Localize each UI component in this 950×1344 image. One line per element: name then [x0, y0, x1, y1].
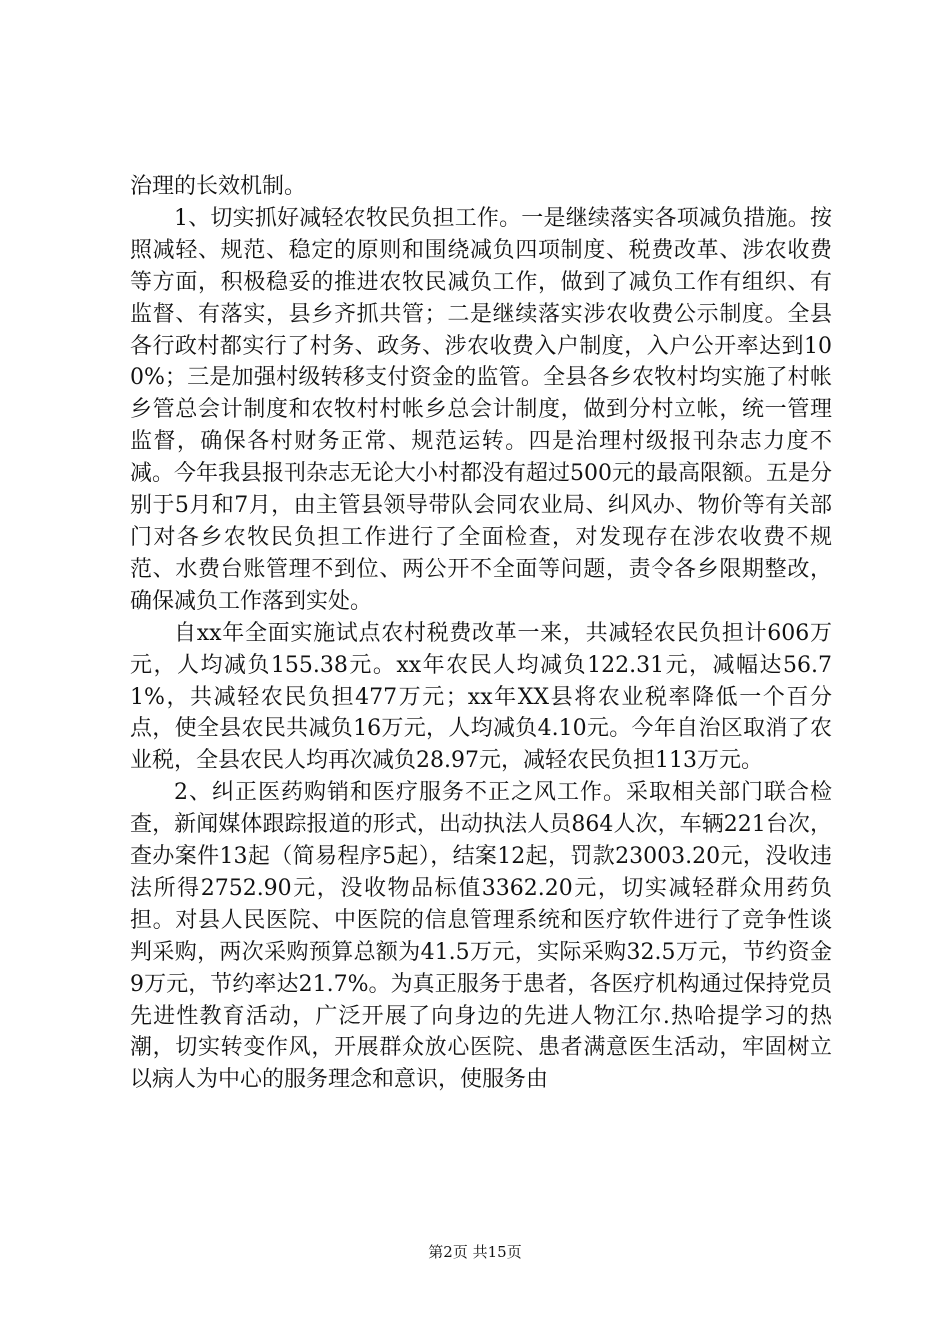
- page-number: 第2页: [428, 1243, 468, 1261]
- page-footer: [0, 1242, 950, 1262]
- document-body: [130, 171, 832, 1096]
- paragraph-farmer-burden: 1、切实抓好减轻农牧民负担工作。一是继续落实各项减负措施。按照减轻、规范、稳定的原则和围绕减负四项制度、税费改革、涉农收费等方面，积极稳妥的推进农牧民减负工作，做到了减负工作有组织、有监督、有落实，县乡齐抓共管；二是继续落实涉农收费公示制度。全县各行政村都实行了村务、政务、涉农收费入户制度，入户公开率达到100%；三是加强村级转移支付资金的监管。全县各乡农牧村均实施了村帐乡管总会计制度和农牧村村帐乡总会计制度，做到分村立帐，统一管理监督，确保各村财务正常、规范运转。四是治理村级报刊杂志力度不减。今年我县报刊杂志无论大小村都没有超过500元的最高限额。五是分别于5月和7月，由主管县领导带队会同农业局、纠风办、物价等有关部门对各乡农牧民负担工作进行了全面检查，对发现存在涉农收费不规范、水费台账管理不到位、两公开不全面等问题，责令各乡限期整改，确保减负工作落到实处。: [130, 205, 832, 614]
- paragraph-tax-reform: 自xx年全面实施试点农村税费改革一来，共减轻农民负担计606万元，人均减负155.38元。xx年农民人均减负122.31元，减幅达56.71%，共减轻农民负担477万元；xx年XX县将农业税率降低一个百分点，使全县农民共减负16万元，人均减负4.10元。今年自治区取消了农业税，全县农民人均再次减负28.97元，减轻农民负担113万元。: [130, 620, 832, 774]
- paragraph-continuation: 治理的长效机制。: [130, 174, 307, 199]
- paragraph-medical-service: 2、纠正医药购销和医疗服务不正之风工作。采取相关部门联合检查，新闻媒体跟踪报道的形式，出动执法人员864人次，车辆221台次，查办案件13起（简易程序5起），结案12起，罚款23003.20元，没收违法所得2752.90元，没收物品标值3362.20元，切实减轻群众用药负担。对县人民医院、中医院的信息管理系统和医疗软件进行了竞争性谈判采购，两次采购预算总额为41.5万元，实际采购32.5万元，节约资金9万元，节约率达21.7%。为真正服务于患者，各医疗机构通过保持党员先进性教育活动，广泛开展了向身边的先进人物江尔.热哈提学习的热潮，切实转变作风，开展群众放心医院、患者满意医生活动，牢固树立以病人为中心的服务理念和意识，使服务由: [130, 780, 832, 1093]
- page-total: 共15页: [472, 1243, 522, 1261]
